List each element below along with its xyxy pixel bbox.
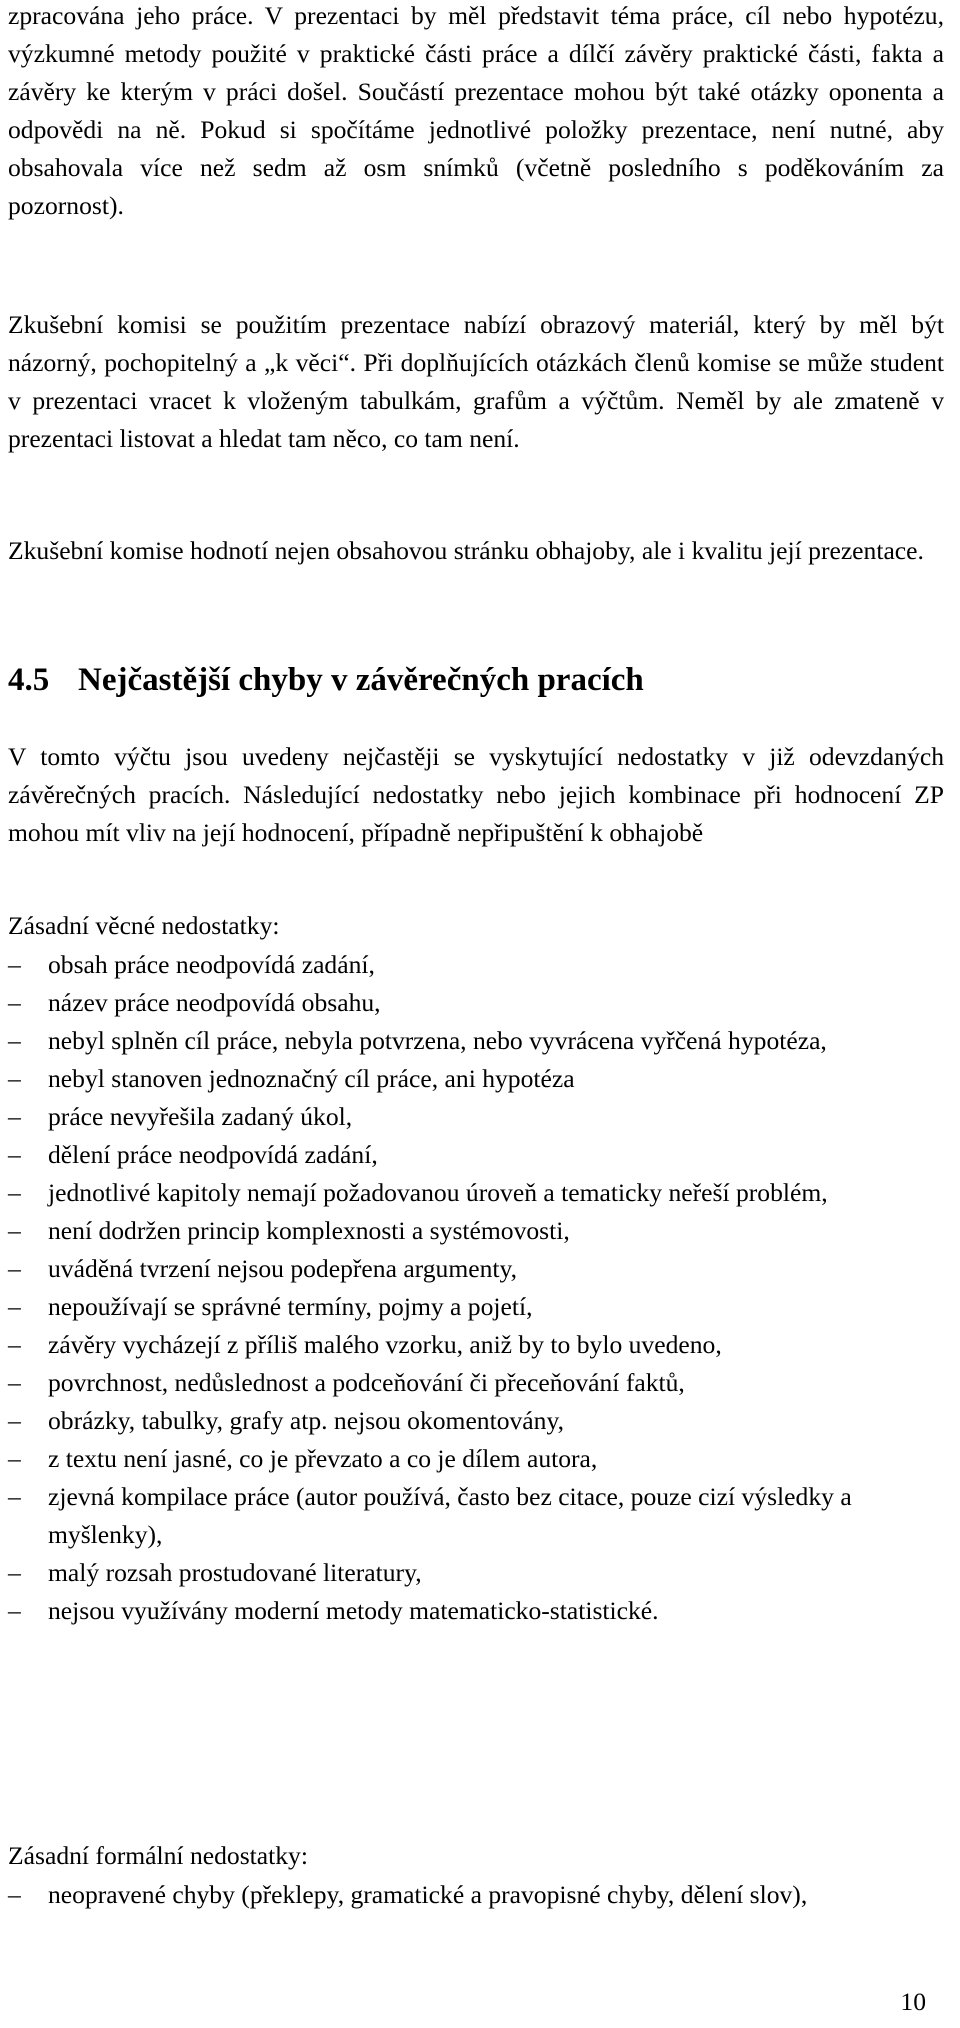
dash-bullet: – [8,1596,21,1625]
list-item [8,1250,944,1288]
dash-bullet: – [8,1064,21,1093]
dash-bullet: – [8,1216,21,1245]
list-item-text: z textu není jasné, co je převzato a co je dílem autora, [48,1444,598,1473]
dash-bullet: – [8,1254,21,1283]
list-item [8,1098,944,1136]
list-item [8,946,944,984]
section-heading-title: Nejčastější chyby v závěrečných pracích [78,662,644,698]
list-item-text: název práce neodpovídá obsahu, [48,988,381,1017]
list-item [8,1876,944,1914]
list-label-formal-deficiencies: Zásadní formální nedostatky: [8,1841,308,1870]
list-item [8,1440,944,1478]
list-item [8,984,944,1022]
dash-bullet: – [8,1558,21,1587]
dash-bullet: – [8,950,21,979]
list-item-text: neopravené chyby (překlepy, gramatické a pravopisné chyby, dělení slov), [48,1880,808,1909]
list-item-text: nejsou využívány moderní metody matematicko-statistické. [48,1596,659,1625]
list-item-text: malý rozsah prostudované literatury, [48,1558,422,1587]
list-item-text: povrchnost, nedůslednost a podceňování či přeceňování faktů, [48,1368,685,1397]
list-item [8,1022,944,1060]
dash-bullet: – [8,1178,21,1207]
list-item [8,1288,944,1326]
dash-bullet: – [8,1330,21,1359]
list-label-content-deficiencies: Zásadní věcné nedostatky: [8,911,280,940]
dash-bullet: – [8,1406,21,1435]
dash-bullet: – [8,1102,21,1131]
paragraph-presentation-materials: Zkušební komisi se použitím prezentace nabízí obrazový materiál, který by měl být názorný, pochopitelný a „k věci“. Při doplňujících otázkách členů komise se může student v prezentaci vracet k vloženým tabulkám, grafům a výčtům. Neměl by ale zmateně v prezentaci listovat a hledat tam něco, co tam není. [8,310,944,453]
list-item-text: jednotlivé kapitoly nemají požadovanou úroveň a tematicky neřeší problém, [48,1178,828,1207]
dash-bullet: – [8,1444,21,1473]
list-item-text: nepoužívají se správné termíny, pojmy a pojetí, [48,1292,533,1321]
list-item-text: obsah práce neodpovídá zadání, [48,950,375,979]
list-item [8,1326,944,1364]
list-item-text: není dodržen princip komplexnosti a systémovosti, [48,1216,570,1245]
list-item-text: práce nevyřešila zadaný úkol, [48,1102,353,1131]
paragraph-committee-evaluation: Zkušební komise hodnotí nejen obsahovou stránku obhajoby, ale i kvalitu její prezentace. [8,536,924,565]
list-item [8,1402,944,1440]
dash-bullet: – [8,1368,21,1397]
list-item [8,1060,944,1098]
section-heading [8,658,944,702]
list-item [8,1592,944,1630]
dash-bullet: – [8,988,21,1017]
list-item-text: nebyl stanoven jednoznačný cíl práce, ani hypotéza [48,1064,575,1093]
list-item [8,1174,944,1212]
list-item [8,1364,944,1402]
list-item [8,1554,944,1592]
dash-bullet: – [8,1026,21,1055]
list-item-text: dělení práce neodpovídá zadání, [48,1140,378,1169]
list-item [8,1478,944,1554]
list-item-text: závěry vycházejí z příliš malého vzorku, aniž by to bylo uvedeno, [48,1330,722,1359]
page-number: 10 [900,1987,926,2016]
list-item-text: zjevná kompilace práce (autor používá, často bez citace, pouze cizí výsledky a myšlenky), [48,1482,852,1549]
dash-bullet: – [8,1880,21,1909]
formal-deficiencies-list [8,1876,944,1914]
list-item-text: uváděná tvrzení nejsou podepřena argumenty, [48,1254,518,1283]
paragraph-presentation-content: zpracována jeho práce. V prezentaci by měl představit téma práce, cíl nebo hypotézu, výzkumné metody použité v praktické části práce a dílčí závěry praktické části, fakta a závěry ke kterým v práci došel. Součástí prezentace mohou být také otázky oponenta a odpovědi na ně. Pokud si spočítáme jednotlivé položky prezentace, není nutné, aby obsahovala více než sedm až osm snímků (včetně posledního s poděkováním za pozornost). [8,1,944,220]
dash-bullet: – [8,1292,21,1321]
list-item-text: obrázky, tabulky, grafy atp. nejsou okomentovány, [48,1406,564,1435]
dash-bullet: – [8,1482,21,1511]
content-deficiencies-list [8,946,944,1630]
list-item [8,1136,944,1174]
list-item [8,1212,944,1250]
section-heading-number: 4.5 [8,662,50,698]
paragraph-common-errors-intro: V tomto výčtu jsou uvedeny nejčastěji se vyskytující nedostatky v již odevzdaných závěrečných pracích. Následující nedostatky nebo jejich kombinace při hodnocení ZP mohou mít vliv na její hodnocení, případně nepřipuštění k obhajobě [8,742,944,847]
list-item-text: nebyl splněn cíl práce, nebyla potvrzena, nebo vyvrácena vyřčená hypotéza, [48,1026,827,1055]
dash-bullet: – [8,1140,21,1169]
